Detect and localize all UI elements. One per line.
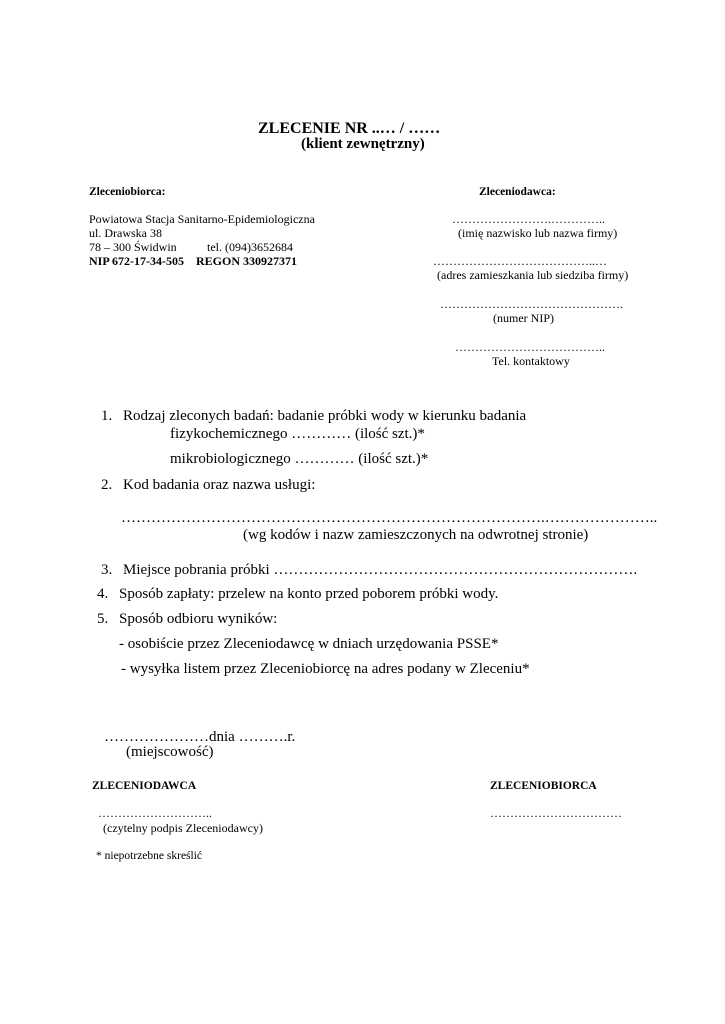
zleceniobiorca-phone: tel. (094)3652684 — [207, 240, 293, 254]
zleceniobiorca-city: 78 – 300 Świdwin — [89, 240, 177, 254]
item3-text[interactable]: Miejsce pobrania próbki ………………………………………………………………. — [123, 562, 638, 578]
item1-text: Rodzaj zleconych badań: badanie próbki wody w kierunku badania — [123, 408, 527, 424]
zleceniodawca-tel-field[interactable]: ……………………………….. — [455, 340, 605, 354]
signature-right-field[interactable]: …………………………… — [490, 806, 622, 820]
item1-micro-line[interactable]: mikrobiologicznego ………… (ilość szt.)* — [170, 451, 429, 467]
zleceniodawca-nip-field[interactable]: ………………………………………. — [440, 297, 623, 311]
zleceniodawca-name-hint: (imię nazwisko lub nazwa firmy) — [458, 226, 618, 240]
item4-number: 4. — [97, 586, 109, 602]
zleceniodawca-address-hint: (adres zamieszkania lub siedziba firmy) — [437, 268, 629, 282]
item3-number: 3. — [101, 562, 113, 578]
zleceniodawca-label: Zleceniodawca: — [479, 186, 556, 198]
document-title: ZLECENIE NR ..… / …… — [258, 120, 441, 137]
date-place-line[interactable]: …………………dnia ……….r. — [104, 729, 296, 745]
item5-option-mail[interactable]: - wysyłka listem przez Zleceniobiorcę na adres podany w Zleceniu* — [121, 661, 530, 677]
signature-right-label: ZLECENIOBIORCA — [490, 780, 597, 792]
document-subtitle: (klient zewnętrzny) — [301, 136, 425, 152]
zleceniobiorca-nip-regon: NIP 672-17-34-505 REGON 330927371 — [89, 254, 297, 268]
item2-number: 2. — [101, 477, 113, 493]
zleceniobiorca-label: Zleceniobiorca: — [89, 186, 166, 198]
footnote: * niepotrzebne skreślić — [96, 850, 203, 862]
item2-hint: (wg kodów i nazw zamieszczonych na odwrotnej stronie) — [243, 527, 589, 543]
zleceniodawca-name-field[interactable]: …………………….………….. — [452, 212, 605, 226]
item5-text: Sposób odbioru wyników: — [119, 611, 278, 627]
zleceniodawca-address-field[interactable]: …………………………………..… — [433, 254, 607, 268]
zleceniobiorca-street: ul. Drawska 38 — [89, 226, 162, 240]
date-place-hint: (miejscowość) — [126, 744, 214, 760]
item1-physchem-line[interactable]: fizykochemicznego ………… (ilość szt.)* — [170, 426, 425, 442]
item2-service-field[interactable]: ………………………………………………………………………….………………….. — [121, 510, 658, 526]
signature-left-field[interactable]: ……………………….. — [98, 806, 212, 820]
item5-option-personal[interactable]: - osobiście przez Zleceniodawcę w dniach urzędowania PSSE* — [119, 636, 499, 652]
zleceniobiorca-name: Powiatowa Stacja Sanitarno-Epidemiologiczna — [89, 212, 315, 226]
item4-text: Sposób zapłaty: przelew na konto przed poborem próbki wody. — [119, 586, 499, 602]
signature-left-label: ZLECENIODAWCA — [92, 780, 197, 792]
signature-left-hint: (czytelny podpis Zleceniodawcy) — [103, 821, 263, 835]
item1-number: 1. — [101, 408, 113, 424]
zleceniodawca-nip-hint: (numer NIP) — [493, 311, 554, 325]
zleceniodawca-tel-hint: Tel. kontaktowy — [492, 354, 570, 368]
item2-text: Kod badania oraz nazwa usługi: — [123, 477, 316, 493]
item5-number: 5. — [97, 611, 109, 627]
